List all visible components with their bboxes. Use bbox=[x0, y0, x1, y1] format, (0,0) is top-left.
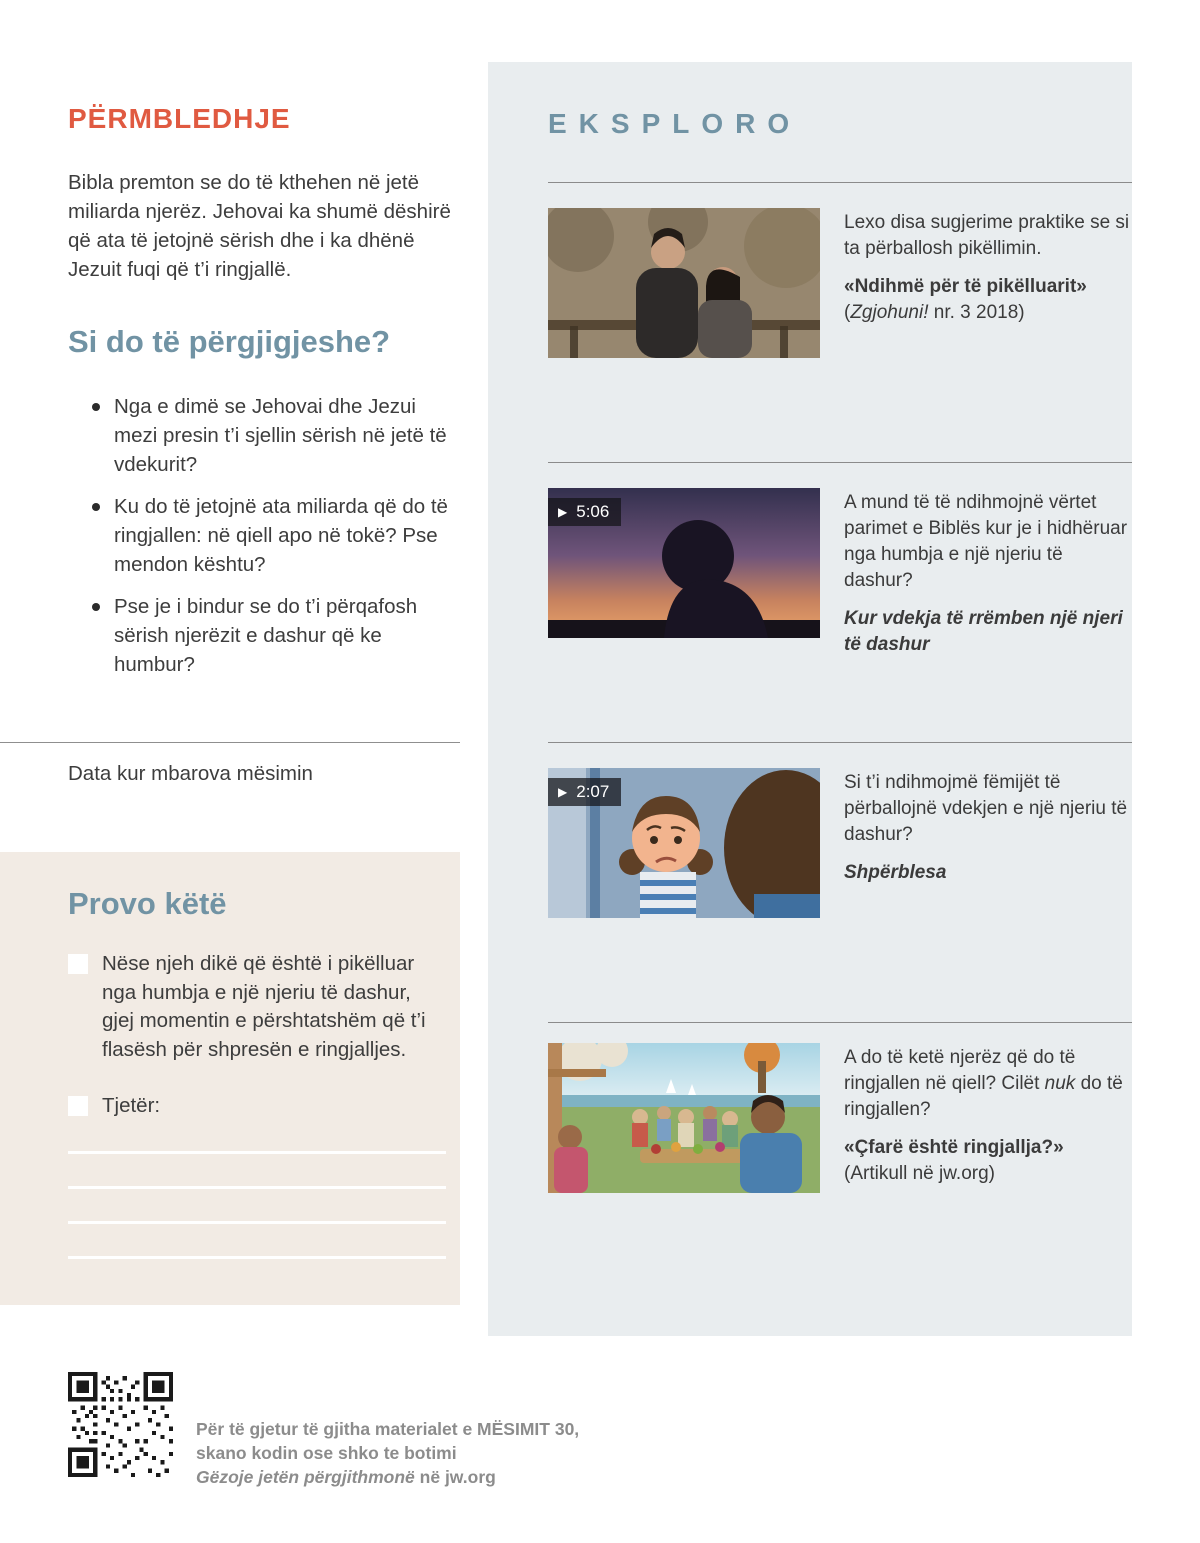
play-icon: ▶ bbox=[558, 505, 568, 519]
video-duration-badge bbox=[548, 498, 621, 526]
explore-item-title: «Çfarë është ringjallja?» bbox=[844, 1137, 1064, 1158]
explore-item bbox=[548, 208, 1132, 358]
divider bbox=[548, 742, 1132, 743]
explore-item-title: Kur vdekja të rrëmben një njeri të dashur bbox=[844, 608, 1123, 655]
source-text: nr. 3 2018) bbox=[928, 302, 1025, 323]
video-duration: 2:07 bbox=[576, 782, 610, 801]
footer-line3-rest: në jw.org bbox=[414, 1467, 496, 1487]
source-publication: Zgjohuni! bbox=[850, 302, 929, 323]
description-text: A do të ketë njerëz që do të ringjallen në qiell? Cilët bbox=[844, 1047, 1076, 1094]
write-line[interactable] bbox=[68, 1186, 446, 1189]
footer-line1: Për të gjetur të gjitha materialet e MËSIMIT 30, bbox=[196, 1419, 580, 1439]
qr-code bbox=[68, 1372, 173, 1477]
video-duration: 5:06 bbox=[576, 502, 610, 521]
divider bbox=[548, 182, 1132, 183]
try-item-label: Nëse njeh dikë që është i pikëlluar nga humbja e një njeriu të dashur, gjej momentin e përshtatshëm që t’i flasësh për shpresën e ringjalljes. bbox=[102, 952, 426, 1061]
explore-item-text bbox=[844, 1043, 1132, 1193]
explore-item-text bbox=[844, 488, 1132, 658]
summary-title: PËRMBLEDHJE bbox=[68, 103, 291, 134]
try-this-box bbox=[0, 852, 460, 1305]
checkbox[interactable] bbox=[68, 954, 88, 974]
description-text: do të ringjallen? bbox=[844, 1073, 1123, 1120]
explore-item-description bbox=[844, 1045, 1132, 1123]
divider bbox=[548, 1022, 1132, 1023]
explore-panel bbox=[488, 62, 1132, 1336]
explore-item bbox=[548, 488, 1132, 658]
try-item bbox=[68, 950, 444, 1064]
explore-item-source: (Artikull në jw.org) bbox=[844, 1163, 995, 1184]
divider bbox=[0, 742, 460, 743]
explore-item bbox=[548, 768, 1132, 918]
checkbox[interactable] bbox=[68, 1096, 88, 1116]
explore-item-source bbox=[844, 300, 1132, 326]
photo-thumbnail-grieving-couple[interactable] bbox=[548, 208, 820, 358]
explore-item-text bbox=[844, 768, 1132, 918]
explore-title: EKSPLORO bbox=[548, 108, 802, 139]
write-in-lines bbox=[68, 1151, 446, 1259]
footer-line2: skano kodin ose shko te botimi bbox=[196, 1443, 457, 1463]
video-thumbnail-ransom-animation[interactable] bbox=[548, 768, 820, 918]
source-text: ( bbox=[844, 302, 851, 323]
question-item: Pse je i bindur se do t’i përqafosh sërish njerëzit e dashur që ke humbur? bbox=[88, 592, 460, 679]
questions-list bbox=[88, 392, 460, 692]
summary-text: Bibla premton se do të kthehen në jetë miliarda njerëz. Jehovai ka shumë dëshirë që ata të jetojnë sërish dhe i ka dhënë Jezuit fuqi që t’i ringjallë. bbox=[68, 171, 451, 281]
question-item: Nga e dimë se Jehovai dhe Jezui mezi presin t’i sjellin sërish në jetë të vdekurit? bbox=[88, 392, 460, 479]
video-duration-badge bbox=[548, 778, 621, 806]
footer-publication-title: Gëzoje jetën përgjithmonë bbox=[196, 1467, 415, 1487]
play-icon: ▶ bbox=[558, 785, 568, 799]
write-line[interactable] bbox=[68, 1221, 446, 1224]
explore-item bbox=[548, 1043, 1132, 1193]
description-emphasis: nuk bbox=[1044, 1073, 1076, 1094]
explore-item-title: Shpërblesa bbox=[844, 862, 947, 883]
try-this-title: Provo këtë bbox=[68, 886, 227, 921]
explore-item-title: «Ndihmë për të pikëlluarit» bbox=[844, 276, 1087, 297]
questions-title: Si do të përgjigjeshe? bbox=[68, 324, 391, 359]
write-line[interactable] bbox=[68, 1151, 446, 1154]
image-thumbnail-resurrection-article[interactable] bbox=[548, 1043, 820, 1193]
explore-item-description: Lexo disa sugjerime praktike se si ta përballosh pikëllimin. bbox=[844, 212, 1130, 259]
explore-item-description: Si t’i ndihmojmë fëmijët të përballojnë vdekjen e një njeriu të dashur? bbox=[844, 772, 1128, 845]
explore-item-text bbox=[844, 208, 1132, 358]
try-item-other bbox=[68, 1092, 444, 1121]
divider bbox=[548, 462, 1132, 463]
explore-item-description: A mund të të ndihmojnë vërtet parimet e Biblës kur je i hidhëruar nga humbja e një njeriu të dashur? bbox=[844, 492, 1128, 591]
try-item-other-label: Tjetër: bbox=[102, 1094, 161, 1117]
question-item: Ku do të jetojnë ata miliarda që do të ringjallen: në qiell apo në tokë? Pse mendon kështu? bbox=[88, 492, 460, 579]
write-line[interactable] bbox=[68, 1256, 446, 1259]
date-completed-label: Data kur mbarova mësimin bbox=[68, 762, 313, 785]
footer-note bbox=[196, 1417, 676, 1489]
video-thumbnail-death-of-loved-one[interactable] bbox=[548, 488, 820, 638]
